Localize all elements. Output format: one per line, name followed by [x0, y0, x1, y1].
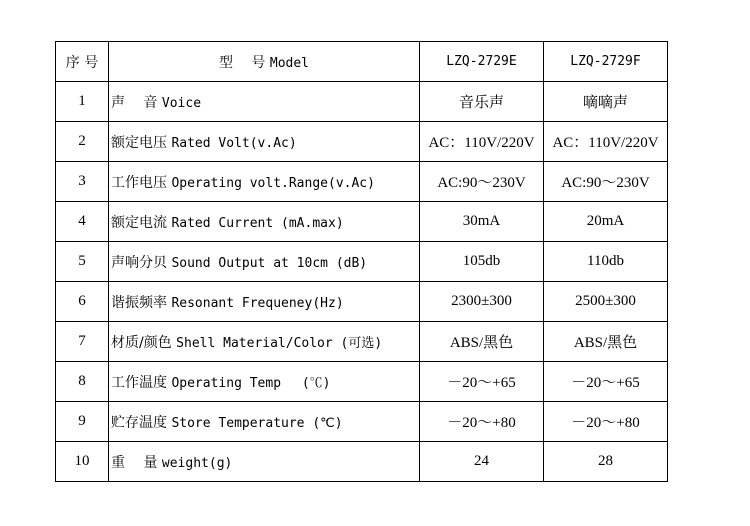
row-no: 9: [56, 402, 109, 442]
row-value-b: －20～+65: [544, 362, 668, 402]
header-param-cn: 型 号: [218, 54, 266, 71]
row-param: [109, 442, 420, 482]
row-value-b: －20～+80: [544, 402, 668, 442]
row-value-a: 105db: [420, 242, 544, 282]
row-value-a: －20～+80: [420, 402, 544, 442]
row-value-b: AC：110V/220V: [544, 122, 668, 162]
row-param-en: Rated Current (mA.max): [171, 215, 344, 231]
row-param-en: weight(g): [161, 455, 233, 471]
table-row: [56, 442, 668, 482]
row-param-en: Operating volt.Range(v.Ac): [171, 175, 375, 191]
row-value-b: 28: [544, 442, 668, 482]
row-param: [109, 122, 420, 162]
row-param-cn: 贮存温度: [111, 414, 167, 431]
row-param-en: Shell Material/Color (可选): [176, 335, 383, 351]
row-no: 5: [56, 242, 109, 282]
spec-table: [55, 41, 668, 482]
table-row: [56, 402, 668, 442]
table-row: [56, 202, 668, 242]
table-row: [56, 162, 668, 202]
header-no: 序 号: [56, 42, 109, 82]
row-param-cn: 重 量: [111, 454, 158, 471]
row-no: 8: [56, 362, 109, 402]
row-value-a: AC:90～230V: [420, 162, 544, 202]
row-value-a: 音乐声: [420, 82, 544, 122]
row-param-en: Rated Volt(v.Ac): [171, 135, 297, 151]
row-value-a: －20～+65: [420, 362, 544, 402]
row-param-cn: 谐振频率: [111, 294, 167, 311]
row-value-a: 24: [420, 442, 544, 482]
row-value-b: AC:90～230V: [544, 162, 668, 202]
table-row: [56, 82, 668, 122]
header-param: [109, 42, 420, 82]
row-param: [109, 242, 420, 282]
row-no: 7: [56, 322, 109, 362]
row-value-b: 2500±300: [544, 282, 668, 322]
header-param-en: Model: [269, 55, 310, 71]
row-param-en: Voice: [161, 95, 202, 111]
spec-rows: [56, 82, 668, 482]
row-value-a: 2300±300: [420, 282, 544, 322]
table-row: [56, 322, 668, 362]
row-param-en: Sound Output at 10cm (dB): [171, 255, 368, 271]
row-value-a: ABS/黑色: [420, 322, 544, 362]
row-param-cn: 声响分贝: [111, 254, 167, 271]
row-value-b: 嘀嘀声: [544, 82, 668, 122]
header-model-b: LZQ-2729F: [544, 42, 668, 82]
table-row: [56, 282, 668, 322]
row-param-cn: 额定电流: [111, 214, 167, 231]
row-no: 4: [56, 202, 109, 242]
row-param-cn: 额定电压: [111, 134, 167, 151]
row-no: 10: [56, 442, 109, 482]
row-param-en: Store Temperature (℃): [171, 415, 343, 431]
row-param-en: Resonant Frequeney(Hz): [171, 295, 344, 311]
row-param: [109, 362, 420, 402]
row-param: [109, 322, 420, 362]
row-no: 1: [56, 82, 109, 122]
row-no: 3: [56, 162, 109, 202]
header-model-a: LZQ-2729E: [420, 42, 544, 82]
row-no: 2: [56, 122, 109, 162]
table-row: [56, 362, 668, 402]
row-param-cn: 工作温度: [111, 374, 167, 391]
row-param: [109, 202, 420, 242]
header-row: [56, 42, 668, 82]
row-value-a: AC：110V/220V: [420, 122, 544, 162]
row-param: [109, 402, 420, 442]
row-param-en: Operating Temp (℃): [171, 375, 331, 391]
row-value-a: 30mA: [420, 202, 544, 242]
row-param-cn: 材质/颜色: [111, 334, 172, 351]
row-param: [109, 282, 420, 322]
row-param: [109, 82, 420, 122]
row-param-cn: 工作电压: [111, 174, 167, 191]
row-value-b: 110db: [544, 242, 668, 282]
row-param: [109, 162, 420, 202]
row-no: 6: [56, 282, 109, 322]
row-param-cn: 声 音: [111, 94, 158, 111]
row-value-b: 20mA: [544, 202, 668, 242]
table-row: [56, 242, 668, 282]
table-row: [56, 122, 668, 162]
row-value-b: ABS/黑色: [544, 322, 668, 362]
